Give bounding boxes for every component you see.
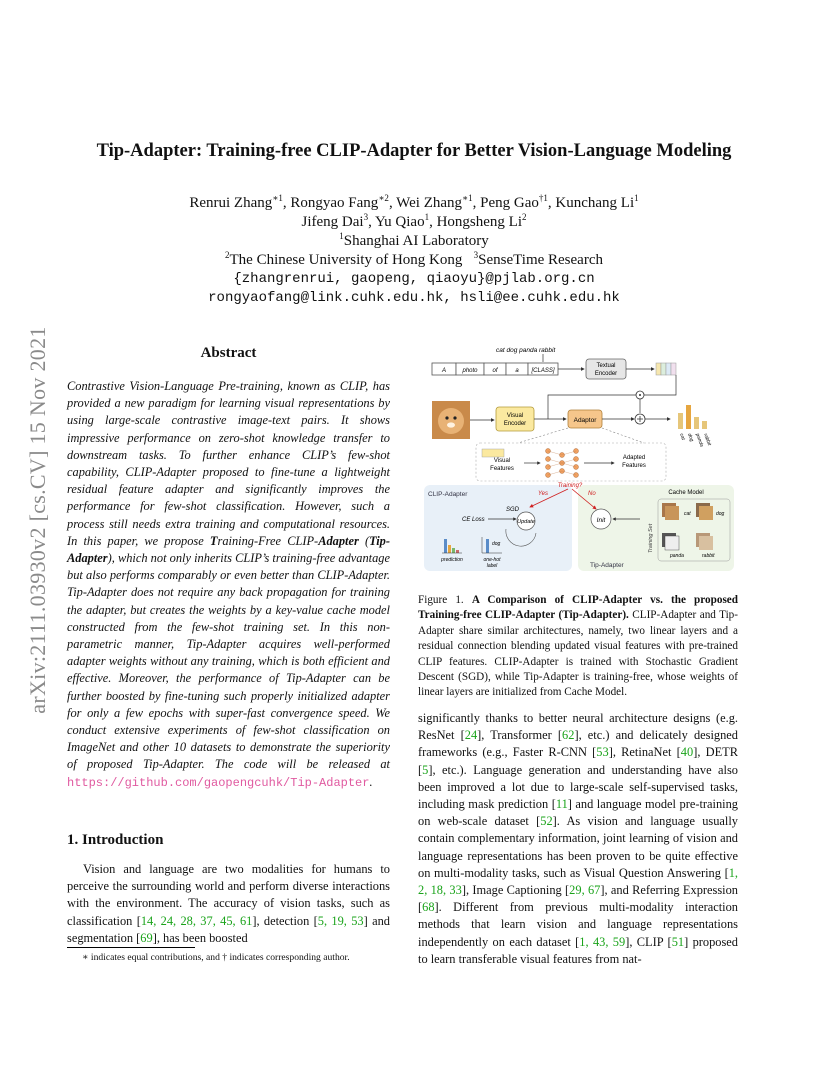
affiliation-mark: 2 (225, 250, 230, 260)
body-part: ] and language model pre-training on web-scale dataset [ (418, 797, 738, 829)
body-part: ], Image Captioning [ (461, 883, 570, 898)
citation-link[interactable]: 29, 67 (569, 883, 601, 898)
body-part: ], etc.). Language generation and understanding have also been improved a lot due to large-scale self-supervised tasks, including mask prediction [ (418, 762, 738, 812)
one-hot-label: label (486, 563, 498, 569)
class-words: cat dog panda rabbit (496, 347, 556, 354)
author-name: Jifeng Dai (301, 214, 364, 230)
email-line-2: rongyaofang@link.cuhk.edu.hk, hsli@ee.cuhk.edu.hk (208, 290, 620, 306)
cache-label: dog (716, 511, 725, 517)
code-link[interactable]: https://github.com/gaopengcuhk/Tip-Adapter (67, 775, 370, 790)
abstract-part: Contrastive Vision-Language Pre-training, known as CLIP, has provided a new paradigm for learning visual representations by using large-scale contrastive image-text pairs. It shows impressive performance on zero-shot knowledge transfer to downstream tasks. To further enhance CLIP’s few-shot capability, CLIP-Adapter proposed to fine-tune a lightweight residual feature adapter and significantly improves the performance for few-shot classification. However, such a process still needs extra training and computational resources. In this paper, we propose (67, 379, 390, 548)
affiliation-name: The Chinese University of Hong Kong (229, 252, 463, 268)
intro-part: Vision and language are two modalities for humans to perceive the surrounding world and perform diverse interactions with the environment. The accuracy of vision tasks, such as classification [ (67, 862, 390, 928)
dog-image (432, 401, 470, 439)
visual-features-label: Features (490, 466, 514, 472)
author-name: , Yu Qiao (368, 214, 425, 230)
author-name: , Hongsheng Li (429, 214, 523, 230)
text-features-icon (656, 363, 676, 375)
citation-link[interactable]: 1, 43, 59 (579, 934, 626, 949)
author-mark: 3 (363, 212, 369, 222)
figure-1-diagram (418, 343, 738, 583)
abstract-part: ), which not only inherits CLIP’s training-free advantage but also performs comparably or even better than CLIP-Adapter. Tip-Adapter does not require any back propagation for training the adapter, but creates the weights by a key-value cache model constructed from the few-shot training set. In this non-parametric manner, Tip-Adapter acquires well-performed adapter weights without any training, which is both efficient and effective. Moreover, the performance of Tip-Adapter can be further boosted by fine-tuning such properly initialized adapter for only a few epochs with super-fast convergence speed. We conduct extensive experiments of few-shot classification on ImageNet and other 10 datasets to demonstrate the superiority of proposed Tip-Adapter. The code will be released at (67, 551, 390, 772)
intro-part: ], has been boosted (152, 930, 248, 945)
citation-link[interactable]: 14, 24, 28, 37, 45, 61 (140, 913, 253, 928)
author-name: , Rongyao Fang (282, 195, 379, 211)
ce-loss-label: CE Loss (462, 517, 485, 523)
output-label: rabbit (702, 432, 713, 447)
textual-encoder-label: Encoder (594, 371, 618, 377)
citation-link[interactable]: 5 (422, 762, 429, 777)
author-name: , Peng Gao (472, 195, 539, 211)
clip-adapter-label: CLIP-Adapter (428, 491, 468, 498)
affiliation-mark: 1 (339, 231, 344, 241)
author-name: Renrui Zhang (189, 195, 273, 211)
figure-1 (418, 343, 738, 583)
training-set-label: Training Set (648, 523, 654, 553)
author-mark: 1 (634, 193, 639, 203)
abstract-part: raining-Free CLIP- (217, 533, 319, 548)
adapted-features-label: Adapted (622, 455, 646, 461)
author-mark: 1 (424, 212, 430, 222)
dog-label: dog (492, 541, 501, 547)
training-question: Training? (557, 483, 583, 489)
body-part: ], CLIP [ (625, 934, 672, 949)
adaptor-label: Adaptor (573, 417, 597, 424)
affiliation-name: SenseTime Research (478, 252, 603, 268)
caption-text: CLIP-Adapter and Tip-Adapter share similar architectures, namely, two linear layers and a residual connection blending updated visual features with pre-trained CLIP features. CLIP-Adapter is trained with Stochastic Gradient Descent (SGD), while Tip-Adapter is training-free, whose weights of linear layers are initialized from Cache Model. (418, 609, 738, 699)
abstract-heading: Abstract (200, 345, 257, 361)
sgd-label: SGD (506, 507, 520, 513)
email-line-1: {zhangrenrui, gaopeng, qiaoyu}@pjlab.org.cn (233, 271, 595, 287)
affiliation-1 (60, 232, 768, 251)
right-column-text (418, 710, 738, 968)
citation-link[interactable]: 1, 2, 18, 33 (418, 865, 738, 898)
citation-link[interactable]: 40 (680, 745, 694, 760)
author-mark: †1 (538, 193, 548, 203)
citation-link[interactable]: 69 (140, 930, 153, 945)
author-line-1 (60, 194, 768, 213)
visual-encoder-label: Visual (506, 413, 524, 419)
visual-encoder-label: Encoder (503, 421, 527, 427)
intro-part: ] and segmentation [ (67, 913, 390, 945)
abstract-part: ( (358, 533, 370, 548)
caption-label: Figure 1. (418, 594, 472, 606)
init-label: Init (596, 517, 606, 524)
token: of (492, 368, 498, 374)
output-label: dog (686, 432, 695, 443)
citation-link[interactable]: 51 (671, 934, 685, 949)
token: photo (462, 368, 478, 374)
affiliation-2 (60, 251, 768, 270)
token: A (441, 368, 447, 374)
yes-label: Yes (538, 491, 549, 497)
author-mark: ∗1 (462, 193, 473, 203)
paper-title: Tip-Adapter: Training-free CLIP-Adapter for Better Vision-Language Modeling (96, 141, 732, 161)
body-part: ], Transformer [ (477, 728, 563, 743)
affiliation-name: Shanghai AI Laboratory (343, 233, 489, 249)
introduction-text (67, 861, 390, 947)
footnote-rule (67, 947, 195, 948)
tip-adapter-label: Tip-Adapter (590, 562, 624, 569)
citation-link[interactable]: 52 (540, 814, 553, 829)
prediction-label: prediction (441, 557, 463, 563)
author-name: , Kunchang Li (547, 195, 635, 211)
introduction-heading: 1. Introduction (67, 832, 164, 848)
citation-link[interactable]: 5, 19, 53 (317, 913, 364, 928)
output-logits (678, 405, 712, 448)
visual-encoder-box (496, 407, 534, 431)
abstract-bold: Tip-Adapter (67, 533, 390, 566)
visual-features-icon (482, 449, 504, 457)
visual-features-label: Visual (493, 458, 511, 464)
affiliation-mark: 3 (473, 250, 479, 260)
body-part: ] proposed to learn transferable visual features from nat- (418, 934, 738, 966)
author-mark: 2 (522, 212, 527, 222)
footnote: ∗ indicates equal contributions, and † indicates corresponding author. (82, 952, 350, 963)
citation-link[interactable]: 68 (422, 900, 435, 915)
body-part: ], DETR [ (418, 745, 739, 777)
intro-part: ], detection [ (252, 913, 318, 928)
author-mark: ∗1 (272, 193, 283, 203)
author-name: , Wei Zhang (388, 195, 463, 211)
cache-label: panda (670, 553, 684, 559)
adapted-features-label: Features (622, 463, 646, 469)
author-block (60, 194, 768, 308)
arxiv-stamp: arXiv:2111.03930v2 [cs.CV] 15 Nov 2021 (25, 326, 50, 714)
author-mark: ∗2 (378, 193, 389, 203)
citation-link[interactable]: 11 (555, 797, 568, 812)
cache-label: cat (684, 511, 691, 517)
body-part: ], etc.) and delicately designed frameworks (e.g., Faster R-CNN [ (418, 728, 738, 760)
output-label: panda (694, 432, 705, 448)
output-label: cat (678, 432, 687, 441)
body-part: ], and Referring Expression [ (418, 883, 738, 915)
abstract-part: . (369, 774, 373, 789)
token: a (515, 368, 519, 374)
abstract-text (67, 378, 390, 792)
no-label: No (588, 491, 596, 497)
figure-1-caption (418, 593, 738, 701)
abstract-bold: T (209, 533, 218, 548)
cache-label: rabbit (702, 553, 715, 559)
update-label: Update (517, 519, 535, 525)
one-hot-label: one-hot (483, 557, 501, 563)
abstract-bold: Adapter (318, 533, 359, 548)
citation-link[interactable]: 53 (596, 745, 609, 760)
token: [CLASS] (531, 368, 555, 374)
body-part: ]. As vision and language usually contain complementary information, joint learning of vision and language representations has been proven to be quite effective on multi-modality tasks, such as Visual Question Answering [ (418, 814, 739, 880)
body-part: ], RetinaNet [ (608, 745, 681, 760)
prompt-tokens (432, 363, 558, 375)
citation-link[interactable]: 24 (464, 728, 478, 743)
citation-link[interactable]: 62 (562, 728, 575, 743)
body-part: ]. Different from previous multi-modality interaction methods that learn vision and language representations independently on each dataset [ (418, 900, 738, 949)
body-part: significantly thanks to better neural architecture designs (e.g. ResNet [ (418, 711, 738, 743)
author-line-2 (60, 213, 768, 232)
textual-encoder-label: Textual (596, 363, 616, 369)
caption-bold: A Comparison of CLIP-Adapter vs. the proposed Training-free CLIP-Adapter (Tip-Adapter). (418, 594, 738, 622)
cache-model-label: Cache Model (668, 490, 704, 496)
